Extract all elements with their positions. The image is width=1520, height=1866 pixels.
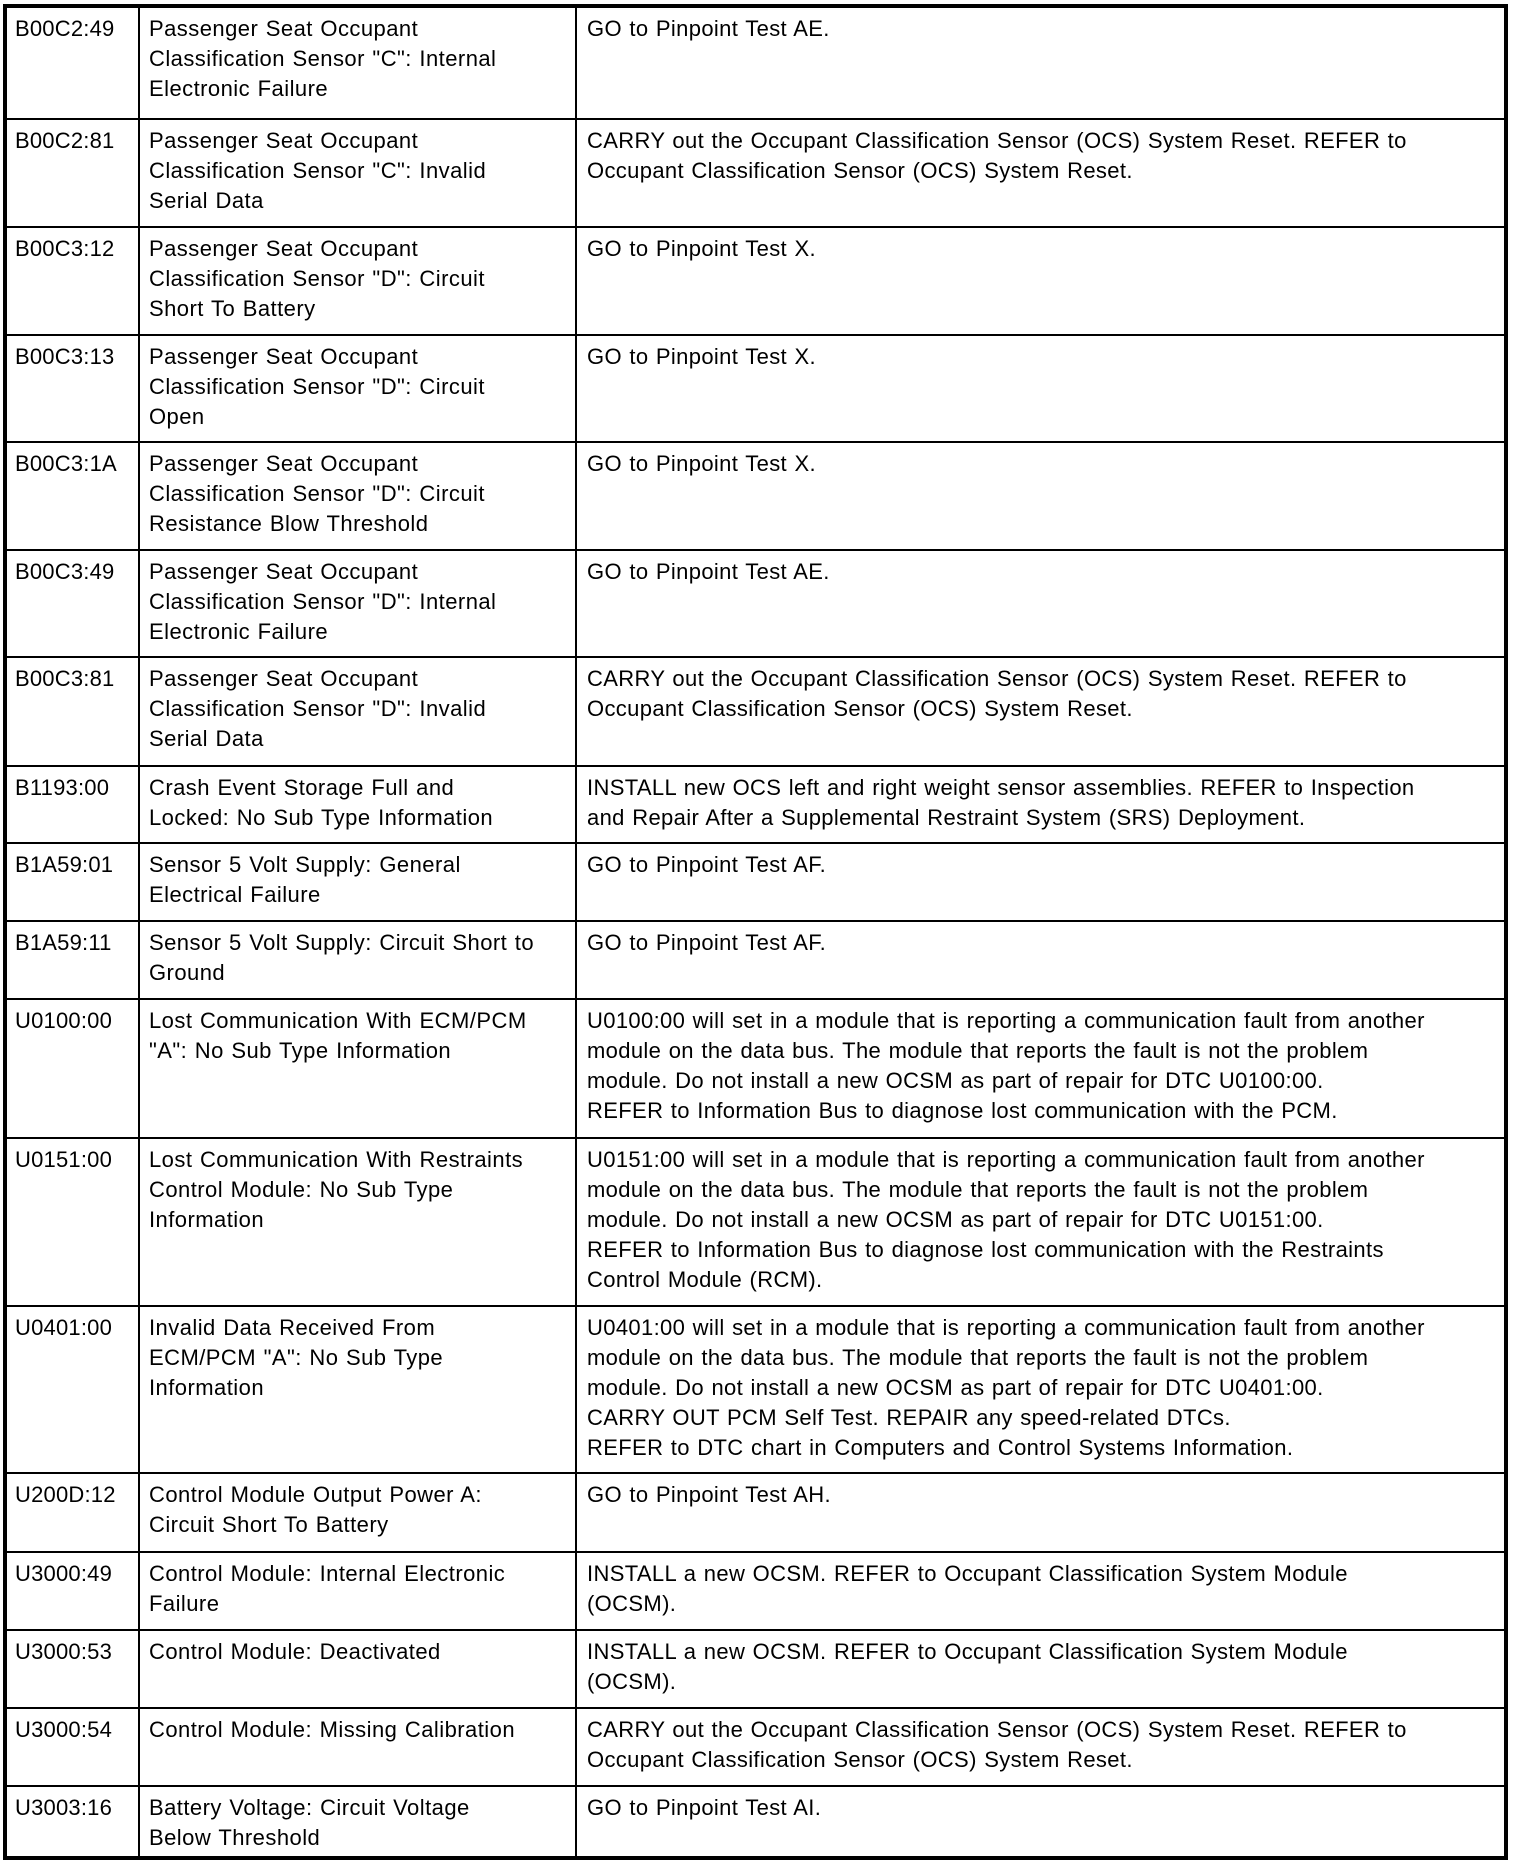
dtc-description-line: Classification Sensor "D": Invalid xyxy=(149,696,487,721)
dtc-action-line: U0401:00 will set in a module that is reporting a communication fault from another xyxy=(587,1315,1425,1340)
dtc-code-cell xyxy=(7,8,138,118)
dtc-description-line: Passenger Seat Occupant xyxy=(149,559,419,584)
dtc-description-cell xyxy=(138,1709,575,1785)
dtc-code: U0151:00 xyxy=(15,1147,113,1172)
table-row-b1a59-01 xyxy=(7,842,1504,920)
dtc-description-cell xyxy=(138,120,575,226)
dtc-code: B00C3:81 xyxy=(15,666,115,691)
dtc-description-line: Classification Sensor "C": Invalid xyxy=(149,158,487,183)
dtc-description-cell xyxy=(138,767,575,842)
dtc-table xyxy=(3,4,1508,1860)
dtc-action-line: GO to Pinpoint Test X. xyxy=(587,451,816,476)
dtc-description-line: Control Module Output Power A: xyxy=(149,1482,482,1507)
dtc-action-line: CARRY OUT PCM Self Test. REPAIR any speed-related DTCs. xyxy=(587,1405,1231,1430)
dtc-action-cell xyxy=(575,443,1504,549)
dtc-description-line: Control Module: Deactivated xyxy=(149,1639,441,1664)
dtc-action-cell xyxy=(575,922,1504,998)
dtc-code-cell xyxy=(7,228,138,334)
dtc-code-cell xyxy=(7,336,138,441)
table-row-b00c3-12 xyxy=(7,226,1504,334)
table-row-b00c3-49 xyxy=(7,549,1504,656)
dtc-code-cell xyxy=(7,1000,138,1137)
dtc-description-line: Control Module: No Sub Type xyxy=(149,1177,454,1202)
dtc-code: U200D:12 xyxy=(15,1482,116,1507)
dtc-action-cell xyxy=(575,336,1504,441)
dtc-action-line: CARRY out the Occupant Classification Sensor (OCS) System Reset. REFER to xyxy=(587,128,1407,153)
dtc-action-cell xyxy=(575,8,1504,118)
dtc-description-line: Passenger Seat Occupant xyxy=(149,451,419,476)
dtc-code: B1A59:11 xyxy=(15,930,112,955)
dtc-code: B1193:00 xyxy=(15,775,110,800)
dtc-action-line: module. Do not install a new OCSM as part of repair for DTC U0151:00. xyxy=(587,1207,1324,1232)
dtc-action-line: CARRY out the Occupant Classification Sensor (OCS) System Reset. REFER to xyxy=(587,666,1407,691)
table-row-b00c3-81 xyxy=(7,656,1504,765)
dtc-description-cell xyxy=(138,8,575,118)
table-row-u0100-00 xyxy=(7,998,1504,1137)
dtc-action-line: INSTALL a new OCSM. REFER to Occupant Classification System Module xyxy=(587,1561,1348,1586)
dtc-code-cell xyxy=(7,767,138,842)
table-row-u3003-16 xyxy=(7,1785,1504,1856)
dtc-action-line: Occupant Classification Sensor (OCS) System Reset. xyxy=(587,696,1133,721)
dtc-description-line: Sensor 5 Volt Supply: Circuit Short to xyxy=(149,930,535,955)
table-row-u0401-00 xyxy=(7,1305,1504,1472)
dtc-code: B00C2:81 xyxy=(15,128,115,153)
dtc-code-cell xyxy=(7,551,138,656)
dtc-action-line: module on the data bus. The module that reports the fault is not the problem xyxy=(587,1038,1369,1063)
dtc-description-line: Classification Sensor "D": Circuit xyxy=(149,481,485,506)
dtc-action-line: GO to Pinpoint Test X. xyxy=(587,236,816,261)
dtc-code-cell xyxy=(7,1709,138,1785)
dtc-action-cell xyxy=(575,767,1504,842)
dtc-action-cell xyxy=(575,228,1504,334)
dtc-code: U3000:54 xyxy=(15,1717,113,1742)
dtc-description-line: Locked: No Sub Type Information xyxy=(149,805,494,830)
dtc-code: B00C3:1A xyxy=(15,451,117,476)
dtc-description-line: Passenger Seat Occupant xyxy=(149,344,419,369)
dtc-description-line: Serial Data xyxy=(149,188,264,213)
dtc-description-line: Invalid Data Received From xyxy=(149,1315,436,1340)
dtc-action-cell xyxy=(575,551,1504,656)
dtc-description-cell xyxy=(138,658,575,765)
dtc-code: U0100:00 xyxy=(15,1008,113,1033)
dtc-action-line: INSTALL new OCS left and right weight sensor assemblies. REFER to Inspection xyxy=(587,775,1415,800)
dtc-description-line: Battery Voltage: Circuit Voltage xyxy=(149,1795,470,1820)
dtc-description-line: Passenger Seat Occupant xyxy=(149,666,419,691)
dtc-description-cell xyxy=(138,1787,575,1856)
dtc-action-line: GO to Pinpoint Test AE. xyxy=(587,16,830,41)
dtc-action-cell xyxy=(575,1553,1504,1629)
dtc-action-line: Control Module (RCM). xyxy=(587,1267,823,1292)
table-row-b00c3-1a xyxy=(7,441,1504,549)
dtc-description-line: Open xyxy=(149,404,205,429)
table-row-b1193-00 xyxy=(7,765,1504,842)
dtc-action-line: REFER to Information Bus to diagnose lost communication with the Restraints xyxy=(587,1237,1384,1262)
dtc-action-line: Occupant Classification Sensor (OCS) System Reset. xyxy=(587,158,1133,183)
dtc-code-cell xyxy=(7,1307,138,1472)
table-row-b00c2-81 xyxy=(7,118,1504,226)
dtc-action-cell xyxy=(575,1307,1504,1472)
dtc-description-cell xyxy=(138,1474,575,1551)
dtc-description-line: Information xyxy=(149,1207,265,1232)
dtc-action-line: (OCSM). xyxy=(587,1669,677,1694)
table-row-u3000-49 xyxy=(7,1551,1504,1629)
table-row-u3000-53 xyxy=(7,1629,1504,1707)
dtc-code: U3000:49 xyxy=(15,1561,113,1586)
dtc-code: B00C3:49 xyxy=(15,559,115,584)
dtc-description-line: Electronic Failure xyxy=(149,76,329,101)
dtc-code: U3000:53 xyxy=(15,1639,113,1664)
dtc-action-line: CARRY out the Occupant Classification Sensor (OCS) System Reset. REFER to xyxy=(587,1717,1407,1742)
dtc-action-line: INSTALL a new OCSM. REFER to Occupant Classification System Module xyxy=(587,1639,1348,1664)
dtc-code-cell xyxy=(7,922,138,998)
dtc-description-line: Electrical Failure xyxy=(149,882,321,907)
dtc-action-line: REFER to Information Bus to diagnose lost communication with the PCM. xyxy=(587,1098,1338,1123)
dtc-action-cell xyxy=(575,1631,1504,1707)
dtc-code: U0401:00 xyxy=(15,1315,113,1340)
dtc-description-line: Electronic Failure xyxy=(149,619,329,644)
dtc-description-cell xyxy=(138,336,575,441)
dtc-description-line: "A": No Sub Type Information xyxy=(149,1038,452,1063)
table-row-b00c3-13 xyxy=(7,334,1504,441)
table-row-u3000-54 xyxy=(7,1707,1504,1785)
dtc-action-line: REFER to DTC chart in Computers and Control Systems Information. xyxy=(587,1435,1294,1460)
dtc-action-cell xyxy=(575,1474,1504,1551)
dtc-description-cell xyxy=(138,1553,575,1629)
dtc-description-line: Serial Data xyxy=(149,726,264,751)
dtc-description-line: Failure xyxy=(149,1591,220,1616)
dtc-description-line: Classification Sensor "C": Internal xyxy=(149,46,497,71)
dtc-description-line: Control Module: Internal Electronic xyxy=(149,1561,506,1586)
dtc-description-line: Crash Event Storage Full and xyxy=(149,775,455,800)
dtc-description-line: Short To Battery xyxy=(149,296,316,321)
dtc-code: U3003:16 xyxy=(15,1795,113,1820)
dtc-code: B00C3:12 xyxy=(15,236,115,261)
dtc-description-line: Lost Communication With Restraints xyxy=(149,1147,524,1172)
dtc-code-cell xyxy=(7,1553,138,1629)
dtc-action-line: GO to Pinpoint Test AH. xyxy=(587,1482,831,1507)
dtc-code: B00C3:13 xyxy=(15,344,115,369)
dtc-description-line: Below Threshold xyxy=(149,1825,321,1850)
dtc-description-line: Circuit Short To Battery xyxy=(149,1512,389,1537)
dtc-code-cell xyxy=(7,844,138,920)
dtc-action-cell xyxy=(575,1000,1504,1137)
dtc-action-cell xyxy=(575,1787,1504,1856)
dtc-description-cell xyxy=(138,1631,575,1707)
dtc-description-cell xyxy=(138,844,575,920)
table-row-b1a59-11 xyxy=(7,920,1504,998)
dtc-description-line: Passenger Seat Occupant xyxy=(149,236,419,261)
dtc-action-line: GO to Pinpoint Test AI. xyxy=(587,1795,822,1820)
dtc-action-cell xyxy=(575,120,1504,226)
dtc-action-line: U0151:00 will set in a module that is reporting a communication fault from another xyxy=(587,1147,1425,1172)
dtc-action-cell xyxy=(575,1139,1504,1305)
dtc-description-line: Information xyxy=(149,1375,265,1400)
dtc-code-cell xyxy=(7,1139,138,1305)
dtc-action-line: and Repair After a Supplemental Restraint System (SRS) Deployment. xyxy=(587,805,1306,830)
dtc-description-line: Resistance Blow Threshold xyxy=(149,511,429,536)
table-row-u0151-00 xyxy=(7,1137,1504,1305)
table-row-u200d-12 xyxy=(7,1472,1504,1551)
dtc-description-line: Lost Communication With ECM/PCM xyxy=(149,1008,527,1033)
dtc-description-line: Classification Sensor "D": Internal xyxy=(149,589,497,614)
dtc-action-cell xyxy=(575,844,1504,920)
dtc-description-line: Classification Sensor "D": Circuit xyxy=(149,266,485,291)
dtc-action-line: GO to Pinpoint Test X. xyxy=(587,344,816,369)
dtc-code-cell xyxy=(7,120,138,226)
dtc-description-cell xyxy=(138,922,575,998)
dtc-action-line: GO to Pinpoint Test AF. xyxy=(587,930,827,955)
dtc-description-line: ECM/PCM "A": No Sub Type xyxy=(149,1345,444,1370)
dtc-action-line: module. Do not install a new OCSM as part of repair for DTC U0401:00. xyxy=(587,1375,1324,1400)
dtc-description-line: Sensor 5 Volt Supply: General xyxy=(149,852,461,877)
dtc-code-cell xyxy=(7,658,138,765)
dtc-code-cell xyxy=(7,1631,138,1707)
dtc-description-line: Passenger Seat Occupant xyxy=(149,128,419,153)
dtc-action-line: module. Do not install a new OCSM as part of repair for DTC U0100:00. xyxy=(587,1068,1324,1093)
table-row-b00c2-49 xyxy=(7,8,1504,118)
dtc-description-cell xyxy=(138,1139,575,1305)
dtc-description-cell xyxy=(138,1000,575,1137)
dtc-description-line: Ground xyxy=(149,960,226,985)
dtc-action-cell xyxy=(575,658,1504,765)
dtc-action-line: module on the data bus. The module that reports the fault is not the problem xyxy=(587,1345,1369,1370)
dtc-code: B00C2:49 xyxy=(15,16,115,41)
dtc-action-line: GO to Pinpoint Test AF. xyxy=(587,852,827,877)
dtc-code: B1A59:01 xyxy=(15,852,114,877)
dtc-action-line: U0100:00 will set in a module that is reporting a communication fault from another xyxy=(587,1008,1425,1033)
dtc-description-cell xyxy=(138,551,575,656)
dtc-code-cell xyxy=(7,443,138,549)
dtc-action-cell xyxy=(575,1709,1504,1785)
dtc-description-line: Classification Sensor "D": Circuit xyxy=(149,374,485,399)
dtc-action-line: GO to Pinpoint Test AE. xyxy=(587,559,830,584)
dtc-action-line: Occupant Classification Sensor (OCS) System Reset. xyxy=(587,1747,1133,1772)
dtc-description-cell xyxy=(138,228,575,334)
dtc-code-cell xyxy=(7,1787,138,1856)
dtc-description-line: Control Module: Missing Calibration xyxy=(149,1717,516,1742)
dtc-action-line: module on the data bus. The module that reports the fault is not the problem xyxy=(587,1177,1369,1202)
dtc-description-cell xyxy=(138,1307,575,1472)
dtc-description-cell xyxy=(138,443,575,549)
dtc-action-line: (OCSM). xyxy=(587,1591,677,1616)
dtc-description-line: Passenger Seat Occupant xyxy=(149,16,419,41)
dtc-code-cell xyxy=(7,1474,138,1551)
